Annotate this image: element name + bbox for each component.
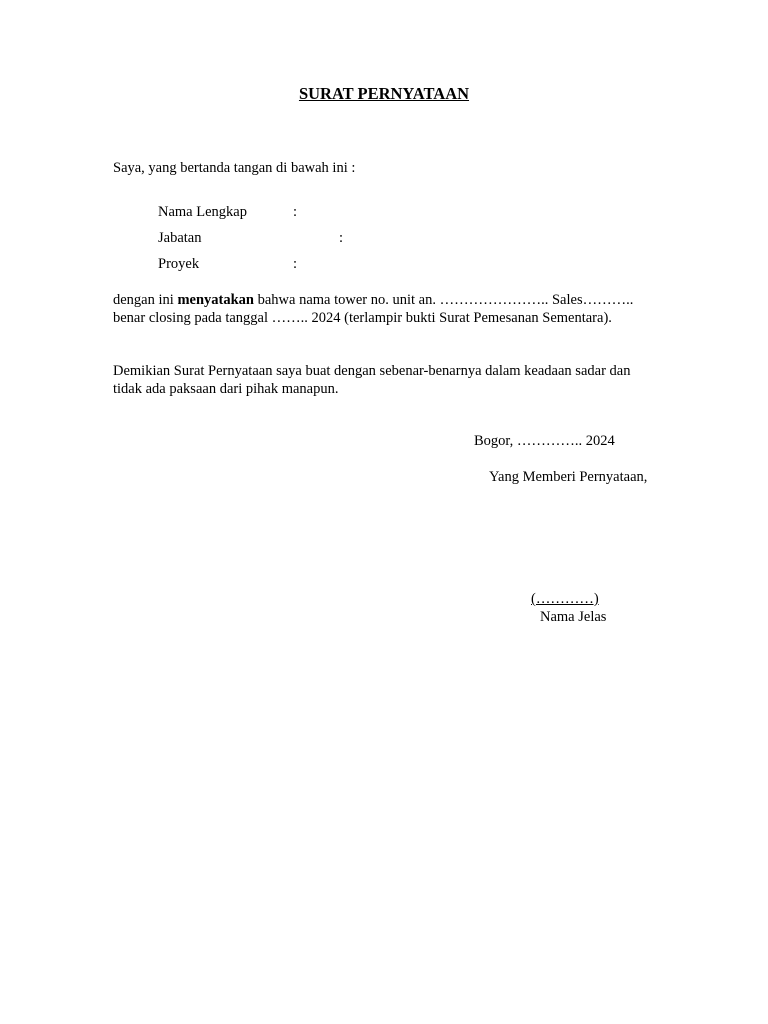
signature-name-caption: Nama Jelas xyxy=(540,609,607,625)
document-title: SURAT PERNYATAAN xyxy=(298,84,470,103)
field-colon-jabatan: : xyxy=(339,230,344,246)
statement-line-2: benar closing pada tanggal …….. 2024 (terlampir bukti Surat Pemesanan Sementara). xyxy=(113,310,612,326)
statement-keyword: menyatakan xyxy=(177,292,254,308)
place-date: Bogor, ………….. 2024 xyxy=(474,433,615,449)
statement-paragraph xyxy=(113,291,673,327)
field-label-proyek: Proyek xyxy=(158,256,200,272)
field-colon-proyek: : xyxy=(293,256,298,272)
field-label-nama-lengkap: Nama Lengkap xyxy=(158,204,247,220)
statement-line-1 xyxy=(113,291,673,309)
closing-paragraph xyxy=(113,362,673,398)
field-colon-nama-lengkap: : xyxy=(293,204,298,220)
signature-name-placeholder: (…………) xyxy=(531,591,599,607)
statement-line-1-rest: bahwa nama tower no. unit an. ………………….. Sales……….. xyxy=(253,292,634,308)
intro-text: Saya, yang bertanda tangan di bawah ini : xyxy=(113,160,356,176)
statement-prefix: dengan ini xyxy=(113,292,178,308)
field-label-jabatan: Jabatan xyxy=(158,230,202,246)
signer-label: Yang Memberi Pernyataan, xyxy=(489,469,648,485)
closing-line-2: tidak ada paksaan dari pihak manapun. xyxy=(113,381,339,397)
closing-line-1: Demikian Surat Pernyataan saya buat dengan sebenar-benarnya dalam keadaan sadar dan xyxy=(113,363,631,379)
